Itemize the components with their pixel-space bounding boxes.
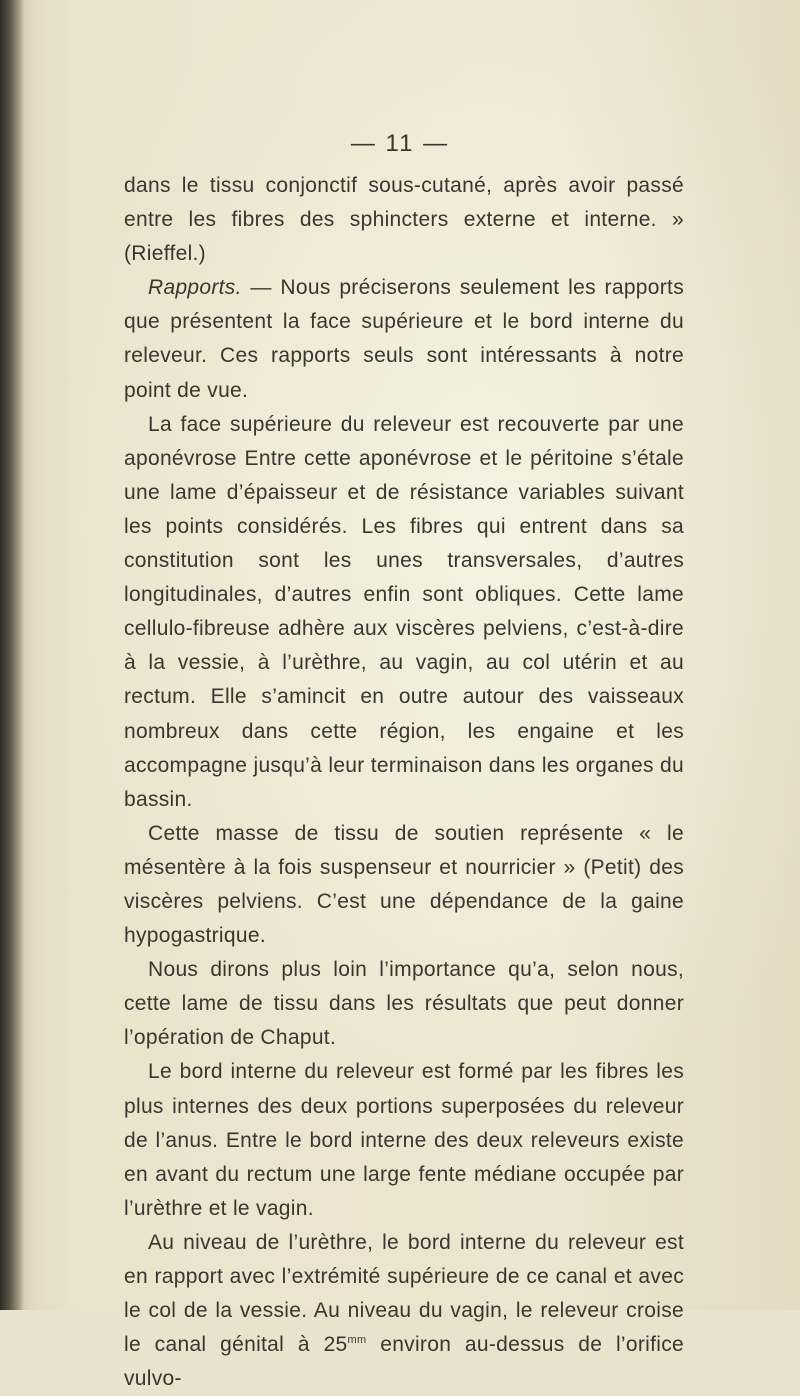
paragraph: Cette masse de tissu de soutien représente « le mésentère à la fois suspenseur et nourricier » (Petit) des viscères pelviens. C’est une dépendance de la gaine hypogastrique.: [124, 821, 684, 948]
paragraph: [124, 271, 684, 407]
paragraph: [124, 1226, 684, 1396]
body-text: [124, 169, 684, 1396]
paragraph-text: environ au-dessus de l’orifice vulvo-: [124, 1333, 684, 1391]
paragraph: Nous dirons plus loin l’importance qu’a, selon nous, cette lame de tissu dans les résultats que peut donner l’opération de Chaput.: [124, 958, 684, 1050]
paragraph: Le bord interne du releveur est formé par les fibres les plus internes des deux portions superposées du releveur de l’anus. Entre le bord interne des deux releveurs existe en avant du rectum une large fente médiane occupée par l’urèthre et le vagin.: [124, 1060, 684, 1220]
paragraph-text: — Nous préciserons seulement les rapports que présentent la face supérieure et le bord interne du releveur. Ces rapports seuls sont intéressants à notre point de vue.: [124, 276, 684, 402]
section-heading: Rapports.: [148, 276, 242, 300]
paragraph-text: Au niveau de l’urèthre, le bord interne du releveur est en rapport avec l’extrémité supérieure de ce canal et avec le col de la vessie. Au niveau du vagin, le releveur croise le canal génital à 25: [124, 1230, 684, 1357]
unit-superscript: mm: [347, 1334, 367, 1347]
page-number: — 11 —: [350, 130, 450, 157]
paragraph: La face supérieure du releveur est recouverte par une aponévrose Entre cette aponévrose et le péritoine s’étale une lame d’épaisseur et de résistance variables suivant les points considérés. Les fibres qui entrent dans sa constitution sont les unes transversales, d’autres longitudinales, d’autres enfin sont obliques. Cette lame cellulo-fibreuse adhère aux viscères pelviens, c’est-à-dire à la vessie, à l’urèthre, au vagin, au col utérin et au rectum. Elle s’amincit en outre autour des vaisseaux nombreux dans cette région, les engaine et les accompagne jusqu’à leur terminaison dans les organes du bassin.: [124, 412, 684, 811]
paragraph: dans le tissu conjonctif sous-cutané, après avoir passé entre les fibres des sphincters externe et interne. » (Rieffel.): [124, 174, 684, 266]
book-spine-shadow: [0, 0, 24, 1310]
